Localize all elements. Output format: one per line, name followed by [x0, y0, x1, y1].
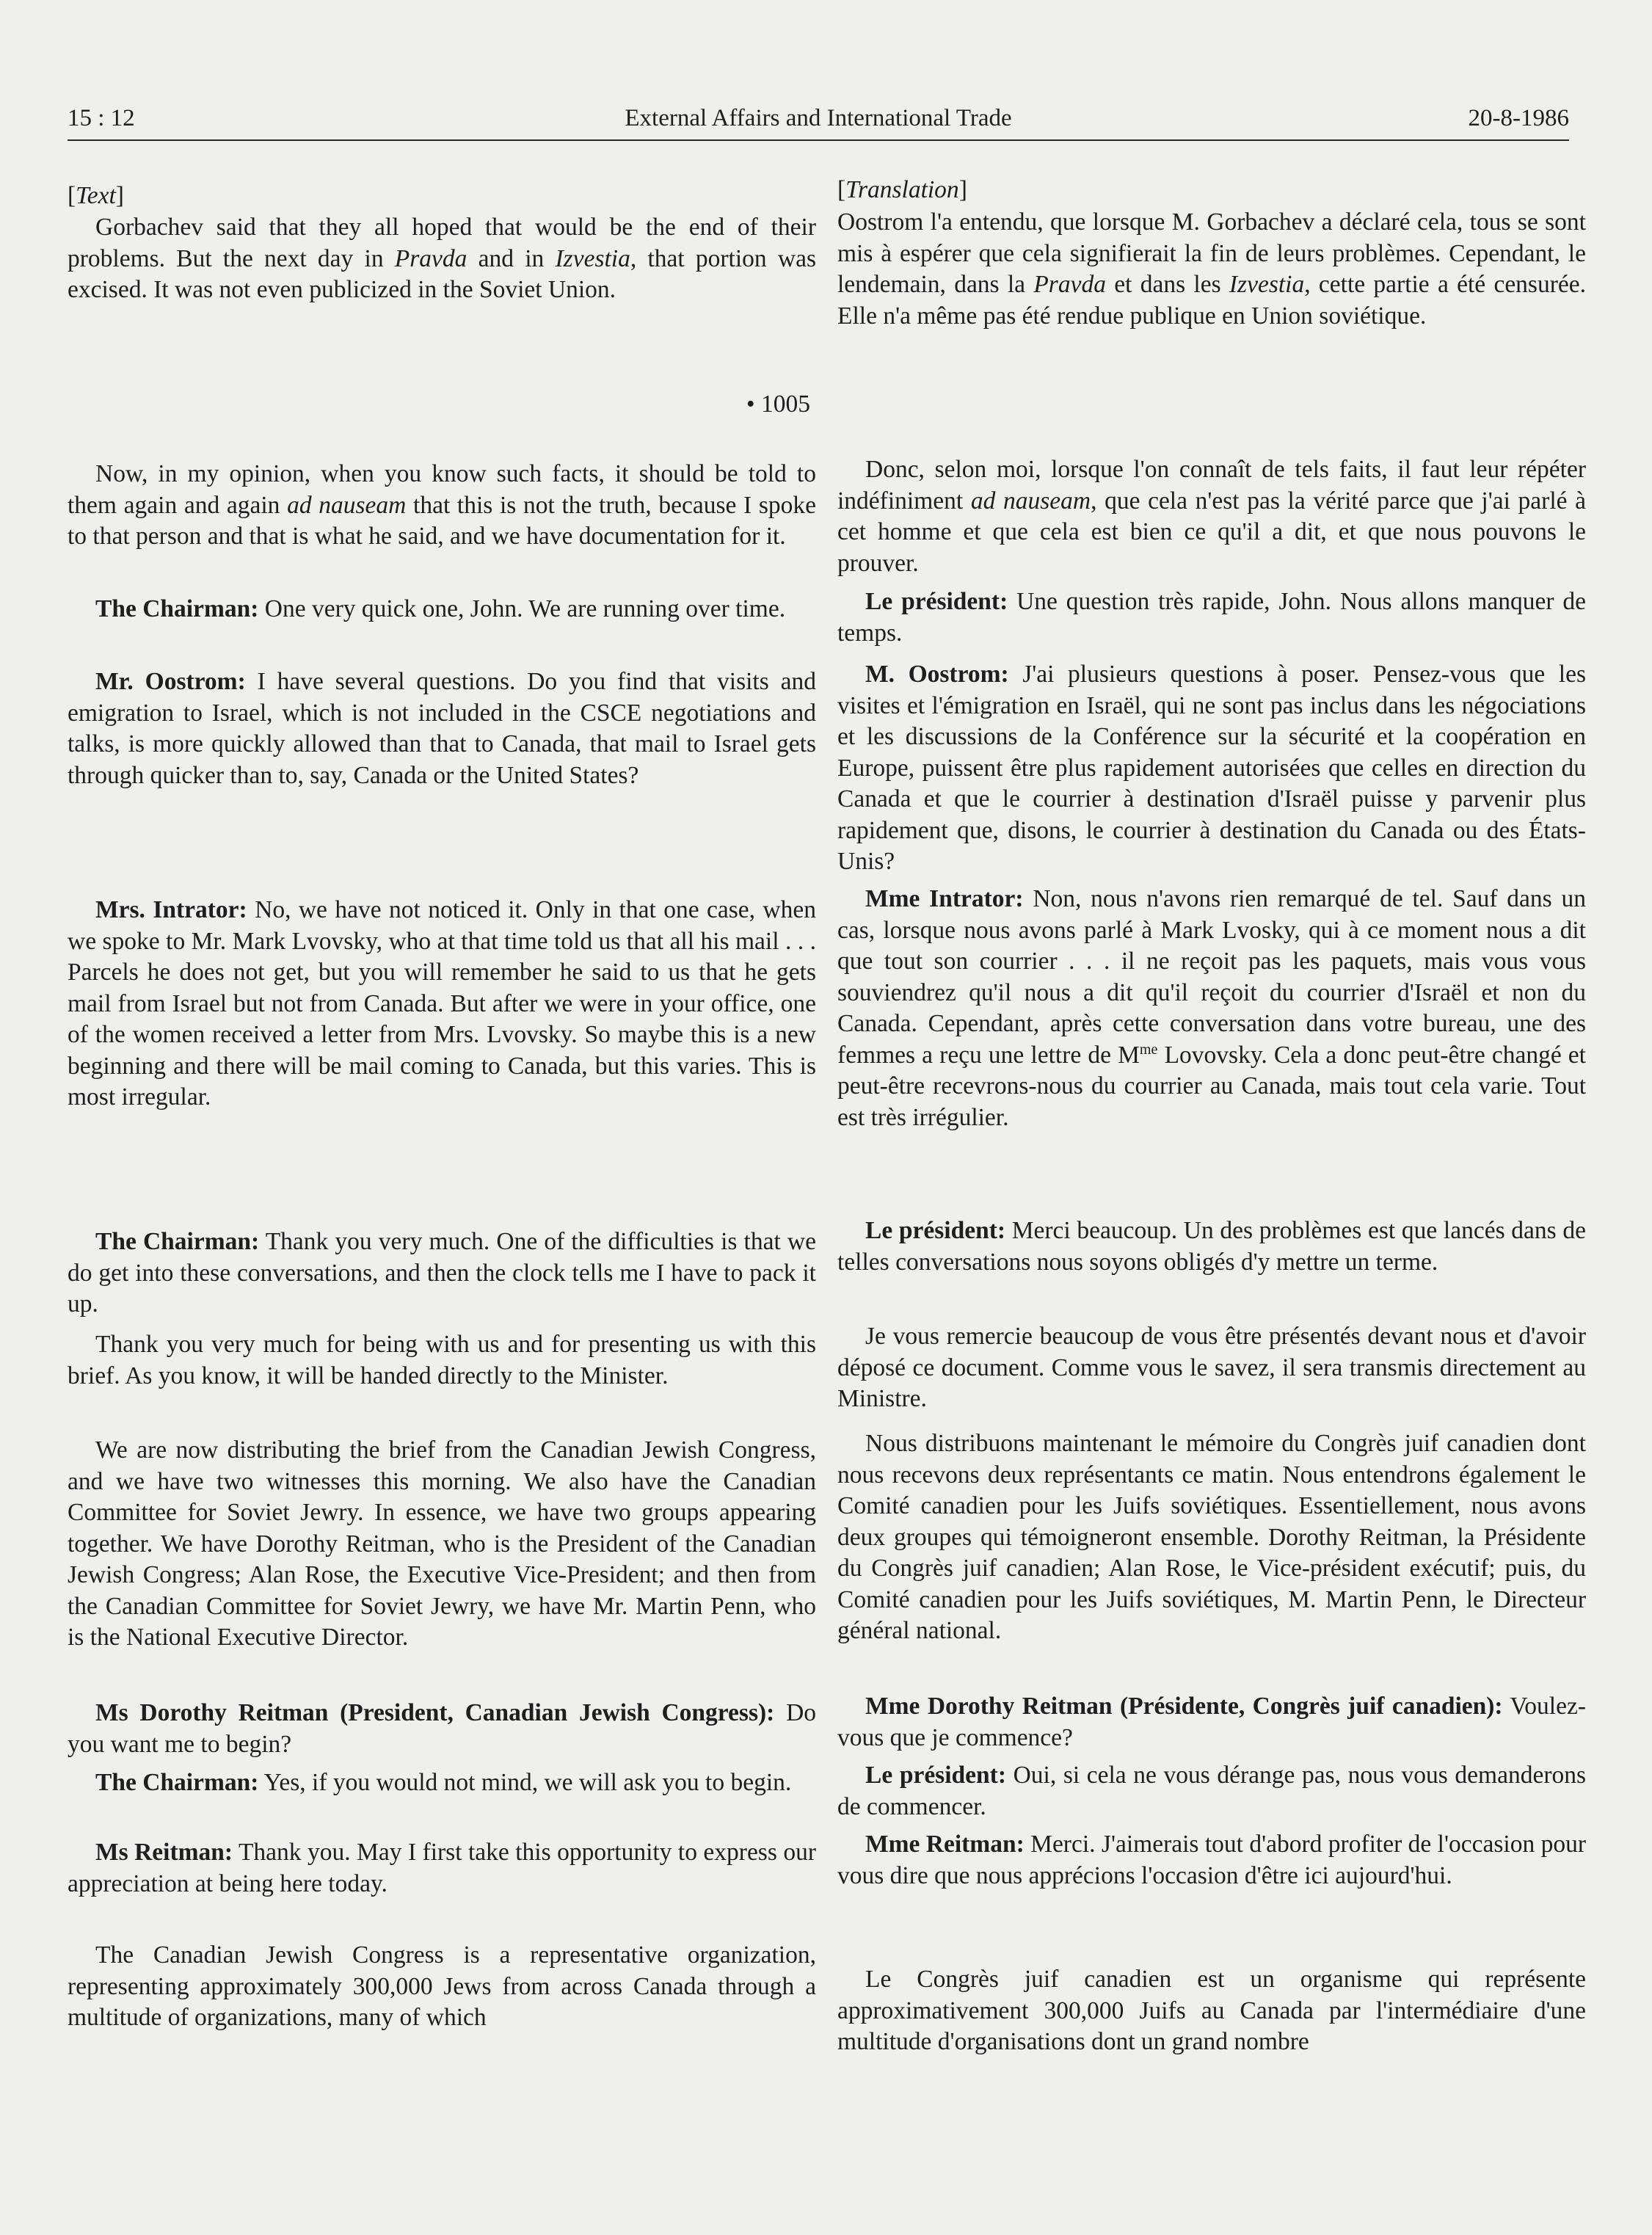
- paragraph: Le Congrès juif canadien est un organisme qui représente approximativement 300,000 Juifs au Canada par l'intermédiaire d'une multitude d'organisations dont un grand nombre: [837, 1966, 1586, 2055]
- header-date: 20-8-1986: [1468, 105, 1569, 131]
- publication-title: External Affairs and International Trade: [625, 105, 1012, 131]
- speech-text: No, we have not noticed it. Only in that one case, when we spoke to Mr. Mark Lvovsky, who at that time told us that all his mail . . . Parcels he does not get, but you will remember he said to us that he gets mail from Israel but not from Canada. But after we were in your office, one of the women received a letter from Mrs. Lvovsky. So maybe this is a new beginning and there will be mail coming to Canada, but this varies. This is most irregular.: [68, 896, 816, 1111]
- speech: [68, 1698, 816, 1760]
- italic-term: ad nauseam: [287, 491, 407, 519]
- speaker-name: The Chairman:: [95, 1769, 259, 1796]
- speech: [68, 594, 816, 625]
- italic-term: Izvestia: [1229, 271, 1305, 298]
- speech-text: Yes, if you would not mind, we will ask you to begin.: [263, 1769, 792, 1796]
- paragraph: Donc, selon moi, lorsque l'on connaît de tels faits, il faut leur répéter indéfiniment ad nauseam, que cela n'est pas la vérité parce que j'ai parlé à cet homme et que cela est bien ce qu'il a dit, et que nous pouvons le prouver.: [837, 456, 1586, 577]
- italic-term: ad nauseam: [970, 487, 1091, 515]
- speech-text: Oui, si cela ne vous dérange pas, nous vous demanderons de commencer.: [837, 1762, 1587, 1820]
- speech: [68, 1837, 816, 1900]
- speech: [68, 1226, 816, 1320]
- paragraph: Thank you very much for being with us and for presenting us with this brief. As you know, it will be handed directly to the Minister.: [68, 1331, 816, 1389]
- speech-text: I have several questions. Do you find that visits and emigration to Israel, which is not included in the CSCE negotiations and talks, is more quickly allowed than that to Canada, that mail to Israel gets through quicker than to, say, Canada or the United States?: [68, 668, 817, 789]
- speaker-name: The Chairman:: [95, 1228, 260, 1255]
- speaker-name: Le président:: [865, 1762, 1006, 1789]
- speaker-name: Mrs. Intrator:: [95, 896, 247, 923]
- speech: [837, 586, 1586, 649]
- speech: [68, 666, 816, 791]
- paragraph: Oostrom l'a entendu, que lorsque M. Gorbachev a déclaré cela, tous se sont mis à espérer que cela signifierait la fin de leurs problèmes. Cependant, le lendemain, dans la Pravda et dans les Izvestia, cette partie a été censurée. Elle n'a même pas été rendue publique en Union soviétique.: [837, 208, 1586, 330]
- italic-term: Pravda: [1033, 271, 1106, 298]
- speaker-name: Le président:: [865, 1217, 1006, 1244]
- text-label: [Text]: [68, 182, 124, 209]
- speaker-name: Le président:: [865, 588, 1008, 615]
- speaker-name: Ms Reitman:: [95, 1839, 233, 1866]
- speech: [68, 1767, 816, 1799]
- speech: [837, 1691, 1586, 1754]
- page-number: 15 : 12: [68, 105, 135, 131]
- speech: [837, 1760, 1586, 1822]
- speech-text: One very quick one, John. We are running over time.: [264, 595, 786, 622]
- speech-text: Merci beaucoup. Un des problèmes est que lancés dans de telles conversations nous soyons obligés d'y mettre un terme.: [837, 1217, 1587, 1276]
- speaker-name: The Chairman:: [95, 595, 259, 622]
- translation-label-word: Translation: [845, 176, 959, 203]
- speaker-name: Ms Dorothy Reitman (President, Canadian Jewish Congress):: [95, 1699, 775, 1726]
- paragraph: We are now distributing the brief from the Canadian Jewish Congress, and we have two witnesses this morning. We also have the Canadian Committee for Soviet Jewry. In essence, we have two groups appearing together. We have Dorothy Reitman, who is the President of the Canadian Jewish Congress; Alan Rose, the Executive Vice-President; and then from the Canadian Committee for Soviet Jewry, we have Mr. Martin Penn, who is the National Executive Director.: [68, 1436, 816, 1651]
- speech-text: Une question très rapide, John. Nous allons manquer de temps.: [837, 588, 1587, 647]
- speech-text: Voulez-vous que je commence?: [837, 1693, 1586, 1751]
- speech-text: Thank you very much. One of the difficulties is that we do get into these conversations, and then the clock tells me I have to pack it up.: [68, 1228, 816, 1318]
- paragraph: Je vous remercie beaucoup de vous être présentés devant nous et d'avoir déposé ce document. Comme vous le savez, il sera transmis directement au Ministre.: [837, 1323, 1586, 1412]
- speech-text: Non, nous n'avons rien remarqué de tel. Sauf dans un cas, lorsque nous avons parlé à Mark Lvosky, qui à ce moment nous a dit que tout son courrier . . . il ne reçoit pas les paquets, mais vous vous souviendrez qu'il nous a dit qu'il reçoit du courrier d'Israël et non du Canada. Cependant, après cette conversation dans votre bureau, une des femmes a reçu une lettre de $M^{me}$ Lovovsky. Cela a donc peut-être changé et peut-être recevrons-nous du courrier au Canada, mais tout cela varie. Tout est très irrégulier.: [837, 885, 1586, 1131]
- speech: [837, 1829, 1586, 1891]
- speaker-name: Mr. Oostrom:: [95, 668, 246, 695]
- speaker-name: Mme Intrator:: [865, 885, 1024, 912]
- paragraph: Gorbachev said that they all hoped that would be the end of their problems. But the next day in Pravda and in Izvestia, that portion was excised. It was not even publicized in the Soviet Union.: [68, 214, 816, 303]
- speech-text: Merci. J'aimerais tout d'abord profiter de l'occasion pour vous dire que nous apprécions l'occasion d'être ici aujourd'hui.: [837, 1831, 1586, 1889]
- speech-text: Do you want me to begin?: [68, 1699, 817, 1758]
- speech: [837, 659, 1586, 878]
- speech-text: J'ai plusieurs questions à poser. Pensez-vous que les visites et l'émigration en Israël, qui ne sont pas inclus dans les négociations et les discussions de la Conférence sur la sécurité et la coopération en Europe, puissent être plus rapidement autorisées que celles en direction du Canada et que le courrier à destination d'Israël puisse y parvenir plus rapidement que, disons, le courrier à destination du Canada ou des États-Unis?: [837, 661, 1586, 875]
- paragraph: Nous distribuons maintenant le mémoire du Congrès juif canadien dont nous recevons deux représentants ce matin. Nous entendrons également le Comité canadien pour les Juifs soviétiques. Essentiellement, nous avons deux groupes qui témoigneront ensemble. Dorothy Reitman, la Présidente du Congrès juif canadien; Alan Rose, le Vice-président exécutif; puis, du Comité canadien pour les Juifs soviétiques, M. Martin Penn, le Directeur général national.: [837, 1430, 1586, 1644]
- speaker-name: Mme Reitman:: [865, 1831, 1025, 1858]
- running-header: [68, 101, 1569, 141]
- speech: [837, 1215, 1586, 1278]
- speaker-name: M. Oostrom:: [865, 661, 1009, 688]
- speech: [837, 884, 1586, 1133]
- translation-label: [Translation]: [837, 176, 967, 203]
- paragraph: Now, in my opinion, when you know such facts, it should be told to them again and again ad nauseam that this is not the truth, because I spoke to that person and that is what he said, and we have documentation for it.: [68, 460, 816, 550]
- text-label-word: Text: [76, 182, 116, 209]
- speaker-name: Mme Dorothy Reitman (Présidente, Congrès juif canadien):: [865, 1693, 1503, 1720]
- italic-term: Izvestia: [555, 244, 630, 272]
- paragraph: The Canadian Jewish Congress is a representative organization, representing approximately 300,000 Jews from across Canada through a multitude of organizations, many of which: [68, 1941, 816, 2031]
- time-marker: • 1005: [746, 390, 810, 418]
- italic-term: Pravda: [394, 244, 467, 272]
- speech-text: Thank you. May I first take this opportunity to express our appreciation at being here today.: [68, 1839, 816, 1897]
- speech: [68, 895, 816, 1113]
